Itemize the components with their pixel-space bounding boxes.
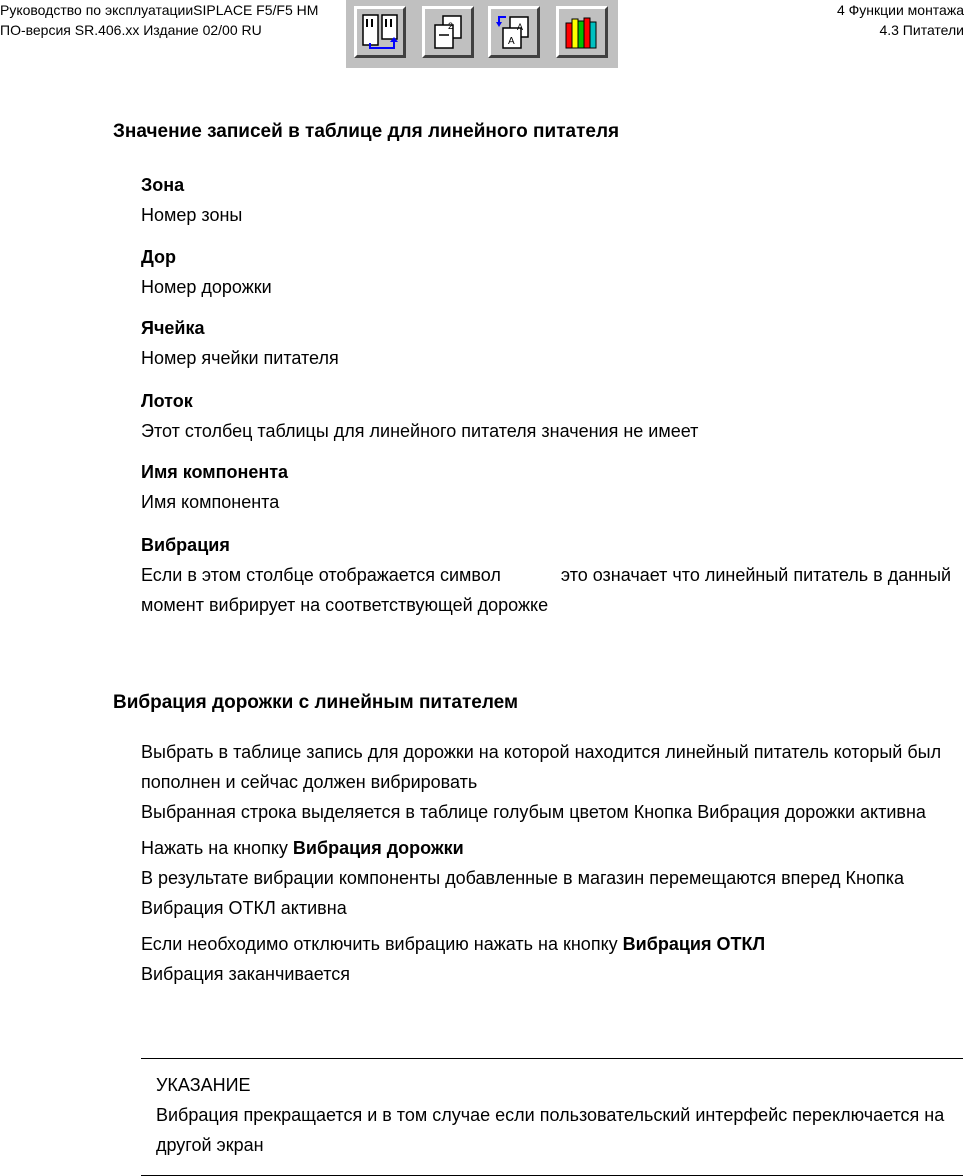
entry-description: Номер ячейки питателя xyxy=(141,348,339,368)
button-name-vibration-off: Вибрация ОТКЛ xyxy=(622,934,766,954)
entry-vibration xyxy=(141,530,964,620)
step-vibration-off xyxy=(141,929,964,989)
manual-title: Руководство по эксплуатацииSIPLACE F5/F5 HM xyxy=(0,2,319,18)
step-text: Выбрать в таблице запись для дорожки на которой находится линейный питатель который был пополнен и сейчас должен вибрировать xyxy=(141,742,942,792)
step-text: Вибрация заканчивается xyxy=(141,964,350,984)
step-text: Выбранная строка выделяется в таблице голубым цветом Кнопка Вибрация дорожки активна xyxy=(141,802,926,822)
bookshelf-icon xyxy=(563,13,601,51)
bookshelf-button[interactable] xyxy=(556,6,608,58)
entry-term: Дор xyxy=(141,247,177,267)
entry-component-name xyxy=(141,457,288,517)
note-box xyxy=(141,1058,963,1176)
swap-document-icon xyxy=(495,13,533,51)
swap-document-button[interactable] xyxy=(488,6,540,58)
entry-description: Имя компонента xyxy=(141,492,280,512)
page-copy-icon xyxy=(429,13,467,51)
entry-term: Зона xyxy=(141,175,185,195)
entry-description: Если в этом столбце отображается символ это означает что линейный питатель в данный момент вибрирует на соответствующей дорожке xyxy=(141,565,957,615)
entry-track xyxy=(141,242,272,302)
chapter-title: 4 Функции монтажа xyxy=(836,2,964,18)
software-version: ПО-версия SR.406.xx Издание 02/00 RU xyxy=(0,22,262,38)
entry-description: Этот столбец таблицы для линейного питателя значения не имеет xyxy=(141,421,699,441)
button-name-track-vibration: Вибрация дорожки xyxy=(292,838,464,858)
note-title: УКАЗАНИЕ xyxy=(156,1075,251,1095)
svg-text:2: 2 xyxy=(448,21,454,31)
step-select-entry xyxy=(141,737,964,827)
svg-text:A: A xyxy=(508,36,515,47)
entry-description: Номер зоны xyxy=(141,205,243,225)
section-heading-track-vibration: Вибрация дорожки с линейным питателем xyxy=(113,692,519,713)
page-copy-button[interactable] xyxy=(422,6,474,58)
step-text: В результате вибрации компоненты добавленные в магазин перемещаются вперед Кнопка Вибрация ОТКЛ активна xyxy=(141,868,905,918)
entry-term: Лоток xyxy=(141,391,193,411)
vibration-steps xyxy=(141,737,964,995)
entry-tray xyxy=(141,386,698,446)
entry-zone xyxy=(141,170,242,230)
section-heading-table-entries: Значение записей в таблице для линейного питателя xyxy=(113,121,620,142)
entry-cell xyxy=(141,313,339,373)
step-text: Нажать на кнопку xyxy=(141,838,293,858)
track-view-button[interactable] xyxy=(354,6,406,58)
note-content xyxy=(156,1070,963,1160)
section-title: 4.3 Питатели xyxy=(879,22,964,38)
step-press-vibration xyxy=(141,833,964,923)
note-text: Вибрация прекращается и в том случае если пользовательский интерфейс переключается на другой экран xyxy=(156,1105,945,1155)
entry-term: Имя компонента xyxy=(141,462,289,482)
header-left xyxy=(0,0,318,40)
entry-term: Вибрация xyxy=(141,535,230,555)
track-view-icon xyxy=(361,13,399,51)
entry-description: Номер дорожки xyxy=(141,277,272,297)
entry-term: Ячейка xyxy=(141,318,205,338)
header-right xyxy=(837,0,964,40)
step-text: Если необходимо отключить вибрацию нажать на кнопку xyxy=(141,934,623,954)
toolbar xyxy=(346,0,618,68)
svg-text:A: A xyxy=(517,22,524,32)
